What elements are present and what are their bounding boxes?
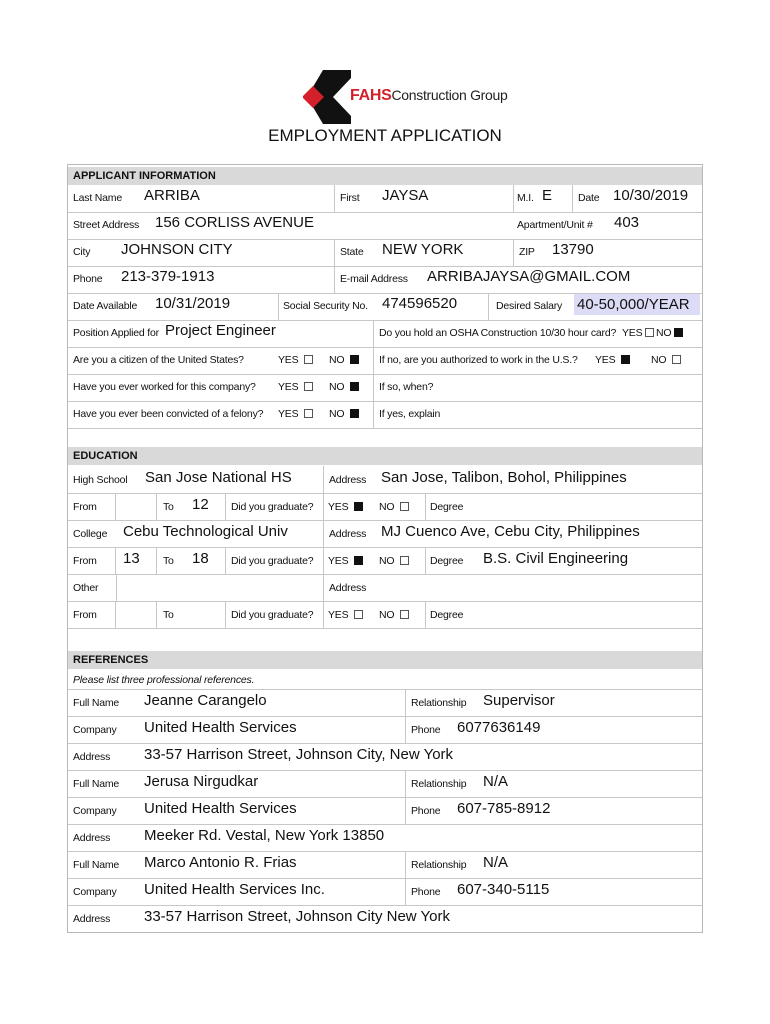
citizen-no-option[interactable]: NO <box>329 354 359 366</box>
ref3-address-field[interactable]: 33-57 Harrison Street, Johnson City New York <box>144 908 450 925</box>
when-label: If so, when? <box>379 381 434 393</box>
ref3-name-label: Full Name <box>73 859 120 871</box>
other-yes-option[interactable]: YES <box>328 609 363 621</box>
college-to-field[interactable]: 18 <box>192 550 209 567</box>
ref3-relationship-field[interactable]: N/A <box>483 854 509 871</box>
college-graduate-label: Did you graduate? <box>231 555 314 567</box>
position-field[interactable]: Project Engineer <box>165 322 276 339</box>
authorized-yes-checkbox <box>621 355 630 364</box>
ref1-name-field[interactable]: Jeanne Carangelo <box>144 692 267 709</box>
salary-field[interactable]: 40-50,000/YEAR <box>574 294 700 315</box>
date-field[interactable]: 10/30/2019 <box>613 187 689 204</box>
ref2-phone-label: Phone <box>411 805 441 817</box>
college-label: College <box>73 528 108 540</box>
felony-no-checkbox <box>350 409 359 418</box>
ref2-address-label: Address <box>73 832 111 844</box>
other-address-label: Address <box>329 582 367 594</box>
phone-field[interactable]: 213-379-1913 <box>121 268 215 285</box>
ref2-company-field[interactable]: United Health Services <box>144 800 297 817</box>
hs-degree-label: Degree <box>430 501 464 513</box>
felony-no-option[interactable]: NO <box>329 408 359 420</box>
ref2-phone-field[interactable]: 607-785-8912 <box>457 800 551 817</box>
email-label: E-mail Address <box>340 273 408 285</box>
hs-to-field[interactable]: 12 <box>192 496 209 513</box>
other-to-label: To <box>163 609 174 621</box>
ref1-company-field[interactable]: United Health Services <box>144 719 297 736</box>
email-field[interactable]: ARRIBAJAYSA@GMAIL.COM <box>427 268 631 285</box>
ref3-company-field[interactable]: United Health Services Inc. <box>144 881 325 898</box>
zip-field[interactable]: 13790 <box>552 241 594 258</box>
state-field[interactable]: NEW YORK <box>382 241 464 258</box>
ref1-phone-label: Phone <box>411 724 441 736</box>
section-header-references: REFERENCES <box>68 651 702 669</box>
state-label: State <box>340 246 364 258</box>
worked-yes-checkbox <box>304 382 313 391</box>
college-degree-field[interactable]: B.S. Civil Engineering <box>483 550 629 567</box>
college-address-field[interactable]: MJ Cuenco Ave, Cebu City, Philippines <box>381 523 640 540</box>
apt-label: Apartment/Unit # <box>517 219 593 231</box>
date-label: Date <box>578 192 600 204</box>
ssn-label: Social Security No. <box>283 300 368 312</box>
mi-label: M.I. <box>517 192 534 204</box>
osha-yes-option[interactable]: YES <box>622 327 654 339</box>
ref3-address-label: Address <box>73 913 111 925</box>
ref2-company-label: Company <box>73 805 117 817</box>
ref1-address-field[interactable]: 33-57 Harrison Street, Johnson City, New York <box>144 746 454 763</box>
application-form <box>67 164 703 933</box>
mi-field[interactable]: E <box>542 187 553 204</box>
ref3-name-field[interactable]: Marco Antonio R. Frias <box>144 854 297 871</box>
street-field[interactable]: 156 CORLISS AVENUE <box>155 214 314 231</box>
ref2-name-label: Full Name <box>73 778 120 790</box>
last-name-label: Last Name <box>73 192 122 204</box>
ref2-name-field[interactable]: Jerusa Nirgudkar <box>144 773 259 790</box>
citizen-no-checkbox <box>350 355 359 364</box>
city-label: City <box>73 246 91 258</box>
hs-to-label: To <box>163 501 174 513</box>
ref3-phone-field[interactable]: 607-340-5115 <box>457 881 550 898</box>
explain-label: If yes, explain <box>379 408 441 420</box>
ref1-phone-field[interactable]: 6077636149 <box>457 719 541 736</box>
college-to-label: To <box>163 555 174 567</box>
worked-no-checkbox <box>350 382 359 391</box>
ref1-address-label: Address <box>73 751 111 763</box>
phone-label: Phone <box>73 273 103 285</box>
references-note: Please list three professional references. <box>73 674 255 686</box>
other-yes-checkbox <box>354 610 363 619</box>
ref3-company-label: Company <box>73 886 117 898</box>
hs-address-label: Address <box>329 474 367 486</box>
osha-question: Do you hold an OSHA Construction 10/30 hour card? <box>379 327 617 339</box>
ref1-relationship-label: Relationship <box>411 697 467 709</box>
city-field[interactable]: JOHNSON CITY <box>121 241 233 258</box>
citizen-yes-checkbox <box>304 355 313 364</box>
other-degree-label: Degree <box>430 609 464 621</box>
hs-graduate-label: Did you graduate? <box>231 501 314 513</box>
other-no-option[interactable]: NO <box>379 609 409 621</box>
zip-label: ZIP <box>519 246 535 258</box>
ref2-relationship-field[interactable]: N/A <box>483 773 509 790</box>
felony-yes-option[interactable]: YES <box>278 408 313 420</box>
hs-yes-checkbox <box>354 502 363 511</box>
ref1-company-label: Company <box>73 724 117 736</box>
college-address-label: Address <box>329 528 367 540</box>
high-school-label: High School <box>73 474 128 486</box>
high-school-field[interactable]: San Jose National HS <box>145 469 292 486</box>
first-name-label: First <box>340 192 360 204</box>
company-name: FAHSConstruction Group <box>350 87 508 104</box>
page-title: EMPLOYMENT APPLICATION <box>268 126 502 145</box>
worked-question: Have you ever worked for this company? <box>73 381 256 393</box>
citizen-yes-option[interactable]: YES <box>278 354 313 366</box>
college-degree-label: Degree <box>430 555 464 567</box>
position-label: Position Applied for <box>73 327 159 339</box>
salary-label: Desired Salary <box>496 300 563 312</box>
apt-field[interactable]: 403 <box>614 214 640 231</box>
first-name-field[interactable]: JAYSA <box>382 187 429 204</box>
osha-no-option[interactable]: NO <box>656 327 683 339</box>
college-field[interactable]: Cebu Technological Univ <box>123 523 288 540</box>
section-header-education: EDUCATION <box>68 447 702 465</box>
other-from-label: From <box>73 609 97 621</box>
felony-question: Have you ever been convicted of a felony? <box>73 408 264 420</box>
hs-no-option[interactable]: NO <box>379 501 409 513</box>
date-available-label: Date Available <box>73 300 138 312</box>
ref1-name-label: Full Name <box>73 697 120 709</box>
ref3-phone-label: Phone <box>411 886 441 898</box>
osha-no-checkbox <box>674 328 683 337</box>
ref2-address-field[interactable]: Meeker Rd. Vestal, New York 13850 <box>144 827 385 844</box>
ref1-relationship-field[interactable]: Supervisor <box>483 692 555 709</box>
worked-yes-option[interactable]: YES <box>278 381 313 393</box>
ssn-field[interactable]: 474596520 <box>382 295 458 312</box>
hs-no-checkbox <box>400 502 409 511</box>
ref2-relationship-label: Relationship <box>411 778 467 790</box>
osha-yes-checkbox <box>645 328 654 337</box>
ref3-relationship-label: Relationship <box>411 859 467 871</box>
section-header-applicant: APPLICANT INFORMATION <box>68 167 702 185</box>
hs-address-field[interactable]: San Jose, Talibon, Bohol, Philippines <box>381 469 627 486</box>
college-yes-option[interactable]: YES <box>328 555 363 567</box>
worked-no-option[interactable]: NO <box>329 381 359 393</box>
citizen-question: Are you a citizen of the United States? <box>73 354 244 366</box>
college-from-field[interactable]: 13 <box>123 550 140 567</box>
hs-from-label: From <box>73 501 97 513</box>
other-no-checkbox <box>400 610 409 619</box>
authorized-no-checkbox <box>672 355 681 364</box>
authorized-no-option[interactable]: NO <box>651 354 681 366</box>
college-no-option[interactable]: NO <box>379 555 409 567</box>
authorized-question: If no, are you authorized to work in the U.S.? <box>379 354 578 366</box>
authorized-yes-option[interactable]: YES <box>595 354 630 366</box>
college-no-checkbox <box>400 556 409 565</box>
date-available-field[interactable]: 10/31/2019 <box>155 295 231 312</box>
hs-yes-option[interactable]: YES <box>328 501 363 513</box>
felony-yes-checkbox <box>304 409 313 418</box>
college-yes-checkbox <box>354 556 363 565</box>
other-label: Other <box>73 582 99 594</box>
other-graduate-label: Did you graduate? <box>231 609 314 621</box>
college-from-label: From <box>73 555 97 567</box>
last-name-field[interactable]: ARRIBA <box>144 187 200 204</box>
street-label: Street Address <box>73 219 140 231</box>
